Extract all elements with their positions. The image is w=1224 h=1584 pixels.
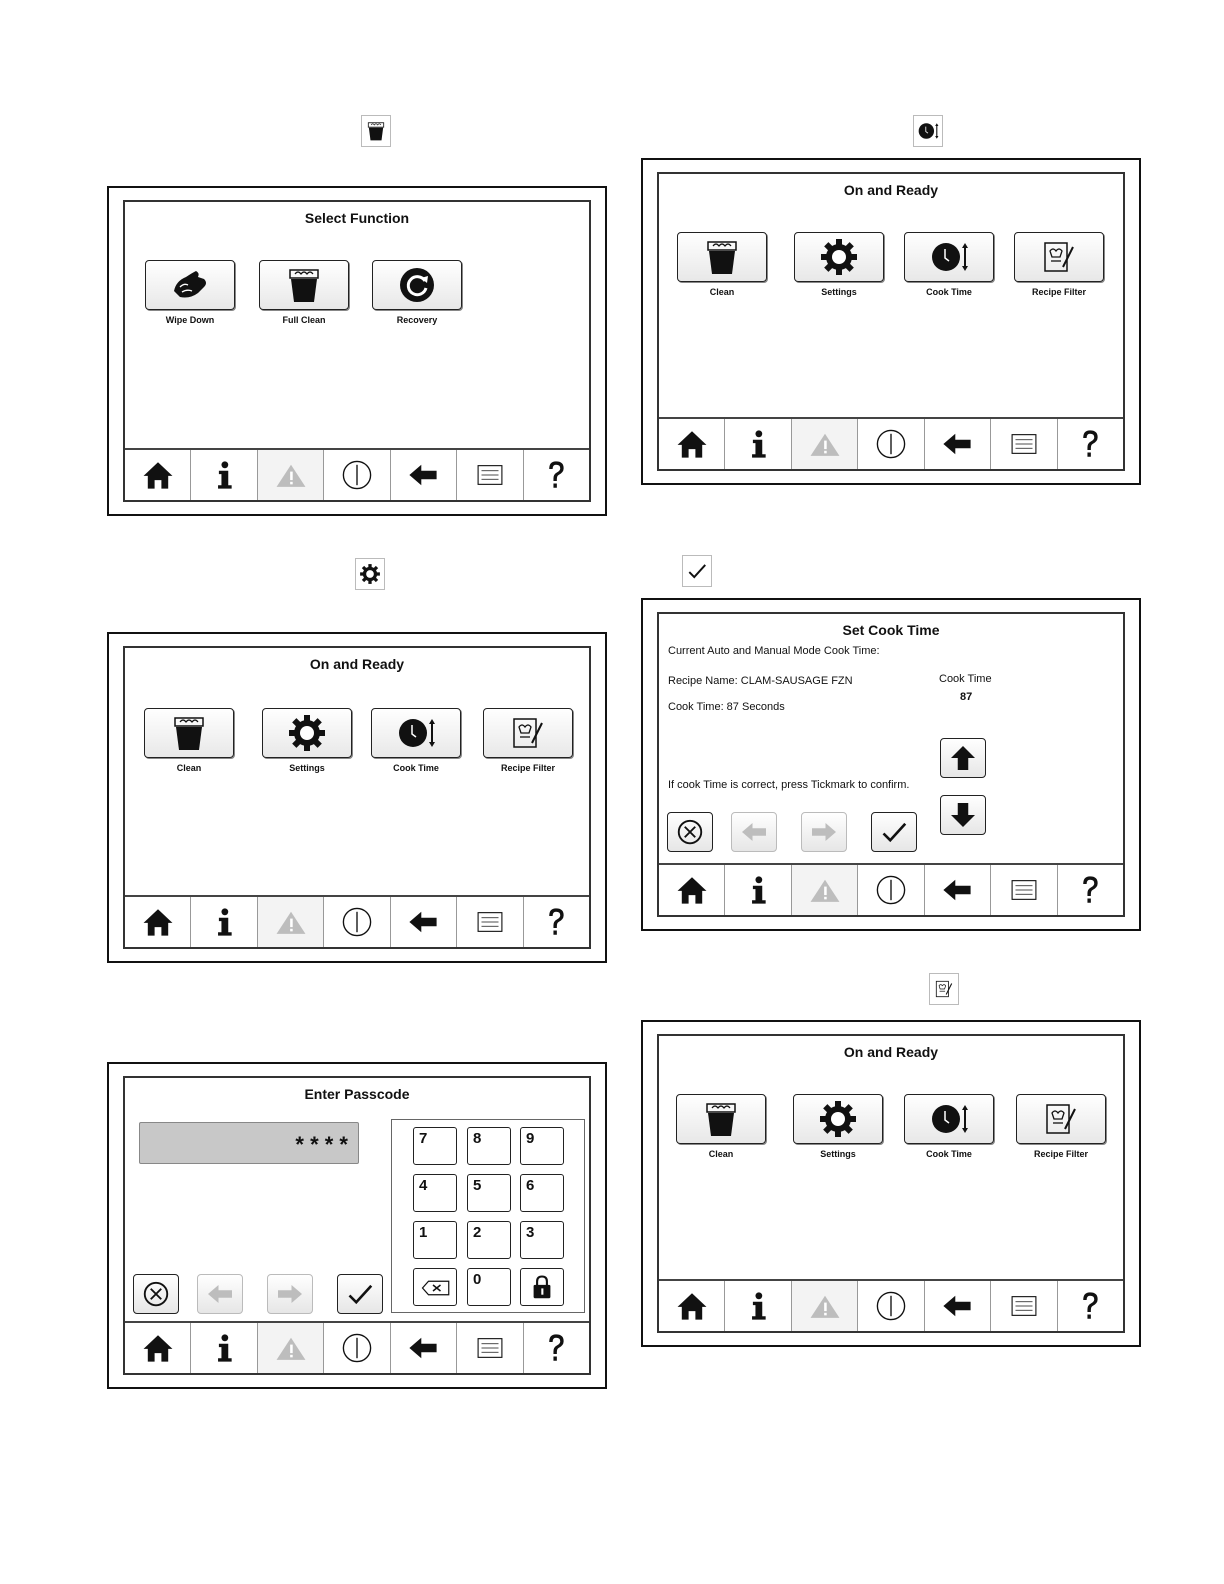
full-clean-button[interactable] — [259, 260, 349, 310]
arrow-right-icon — [275, 1279, 305, 1309]
gear-icon — [355, 558, 385, 590]
checkmark-icon — [879, 817, 909, 847]
recipe-filter-tile[interactable] — [1004, 232, 1114, 297]
menu-button[interactable] — [991, 865, 1057, 915]
power-button[interactable] — [324, 897, 390, 947]
bottom-nav-bar — [125, 448, 589, 500]
home-icon — [675, 427, 709, 461]
bucket-icon — [169, 713, 209, 753]
arrow-right-icon — [809, 817, 839, 847]
lock-key[interactable] — [520, 1268, 564, 1306]
recipe-name: Recipe Name: CLAM-SAUSAGE FZN — [668, 675, 853, 687]
backspace-key[interactable] — [413, 1268, 457, 1306]
alert-icon — [808, 427, 842, 461]
menu-button[interactable] — [457, 450, 523, 500]
tile-label: Recipe Filter — [500, 763, 556, 773]
key-7[interactable]: 7 — [413, 1127, 457, 1165]
on-ready-panel-3 — [641, 1020, 1141, 1347]
keypad — [391, 1119, 585, 1313]
select-function-screen — [123, 200, 591, 502]
back-button[interactable] — [391, 450, 457, 500]
settings-tile[interactable] — [252, 708, 362, 773]
help-icon — [1073, 427, 1107, 461]
power-icon — [874, 427, 908, 461]
settings-tile[interactable] — [784, 232, 894, 297]
menu-list-icon — [1007, 427, 1041, 461]
confirm-instruction: If cook Time is correct, press Tickmark to confirm. — [668, 779, 910, 791]
on-ready-panel-1 — [641, 158, 1141, 485]
back-arrow-icon — [940, 1289, 974, 1323]
enter-passcode-panel — [107, 1062, 607, 1389]
home-button[interactable] — [125, 897, 191, 947]
tile-label: Recovery — [396, 315, 438, 325]
cook-time-tile[interactable] — [894, 232, 1004, 297]
increase-button[interactable] — [940, 738, 986, 778]
tile-label: Cook Time — [393, 763, 439, 773]
menu-list-icon — [1007, 873, 1041, 907]
help-button[interactable] — [1058, 865, 1123, 915]
home-button[interactable] — [659, 1281, 725, 1331]
tile-label: Settings — [820, 1149, 856, 1159]
back-arrow-icon — [940, 873, 974, 907]
recipe-filter-button[interactable] — [1016, 1094, 1106, 1144]
clean-button[interactable] — [676, 1094, 766, 1144]
clean-tile[interactable] — [666, 1094, 776, 1159]
alert-button[interactable] — [792, 1281, 858, 1331]
settings-button[interactable] — [794, 232, 884, 282]
home-icon — [675, 873, 709, 907]
tile-label: Clean — [708, 1149, 734, 1159]
tile-label: Clean — [176, 763, 202, 773]
info-icon — [207, 458, 241, 492]
clean-button[interactable] — [144, 708, 234, 758]
cook-time-subtitle: Current Auto and Manual Mode Cook Time: — [668, 645, 880, 657]
back-arrow-icon — [406, 1331, 440, 1365]
select-function-panel — [107, 186, 607, 516]
alert-icon — [808, 873, 842, 907]
power-icon — [874, 873, 908, 907]
cook-time-tile[interactable] — [894, 1094, 1004, 1159]
info-button[interactable] — [191, 1323, 257, 1373]
screen-title: On and Ready — [843, 1044, 939, 1060]
home-button[interactable] — [659, 419, 725, 469]
arrow-down-icon — [948, 800, 978, 830]
home-icon — [141, 905, 175, 939]
help-button[interactable] — [1058, 419, 1123, 469]
bucket-icon — [702, 237, 742, 277]
power-icon — [340, 1331, 374, 1365]
power-button[interactable] — [324, 1323, 390, 1373]
tile-label: Settings — [289, 763, 325, 773]
alert-button[interactable] — [792, 865, 858, 915]
info-button[interactable] — [191, 897, 257, 947]
power-icon — [874, 1289, 908, 1323]
bottom-nav-bar — [659, 863, 1123, 915]
full-clean-tile[interactable] — [249, 260, 359, 325]
recipe-filter-tile[interactable] — [473, 708, 583, 773]
home-button[interactable] — [125, 450, 191, 500]
clock-icon — [913, 115, 943, 147]
home-button[interactable] — [125, 1323, 191, 1373]
help-icon — [539, 905, 573, 939]
settings-button[interactable] — [793, 1094, 883, 1144]
gear-icon — [287, 713, 327, 753]
alert-button[interactable] — [258, 897, 324, 947]
alert-button[interactable] — [792, 419, 858, 469]
info-icon — [741, 1289, 775, 1323]
back-button[interactable] — [391, 897, 457, 947]
power-button[interactable] — [858, 865, 924, 915]
recovery-icon — [397, 265, 437, 305]
decrease-button[interactable] — [940, 795, 986, 835]
back-button[interactable] — [925, 865, 991, 915]
key-4[interactable]: 4 — [413, 1174, 457, 1212]
on-ready-panel-2 — [107, 632, 607, 963]
arrow-left-icon — [205, 1279, 235, 1309]
key-5[interactable]: 5 — [467, 1174, 511, 1212]
menu-list-icon — [473, 1331, 507, 1365]
recipe-filter-icon — [508, 713, 548, 753]
info-button[interactable] — [725, 1281, 791, 1331]
previous-button[interactable] — [731, 812, 777, 852]
info-button[interactable] — [191, 450, 257, 500]
gear-icon — [819, 237, 859, 277]
key-3[interactable]: 3 — [520, 1221, 564, 1259]
cook-time-seconds: Cook Time: 87 Seconds — [668, 701, 785, 713]
menu-list-icon — [1007, 1289, 1041, 1323]
checkmark-icon — [345, 1279, 375, 1309]
power-icon — [340, 905, 374, 939]
power-button[interactable] — [324, 450, 390, 500]
bottom-nav-bar — [125, 895, 589, 947]
tile-label: Wipe Down — [165, 315, 215, 325]
cancel-button[interactable] — [667, 812, 713, 852]
key-0[interactable]: 0 — [467, 1268, 511, 1306]
alert-icon — [274, 458, 308, 492]
alert-button[interactable] — [258, 450, 324, 500]
clock-icon — [929, 1099, 969, 1139]
backspace-icon — [421, 1277, 451, 1299]
recovery-button[interactable] — [372, 260, 462, 310]
alert-button[interactable] — [258, 1323, 324, 1373]
confirm-button[interactable] — [337, 1274, 383, 1314]
cook-time-button[interactable] — [371, 708, 461, 758]
clock-icon — [929, 237, 969, 277]
enter-passcode-screen — [123, 1076, 591, 1375]
recipe-filter-icon — [929, 973, 959, 1005]
checkmark-icon — [682, 555, 712, 587]
recovery-tile[interactable] — [362, 260, 472, 325]
bucket-icon — [701, 1099, 741, 1139]
tile-label: Clean — [709, 287, 735, 297]
bottom-nav-bar — [125, 1321, 589, 1373]
recipe-filter-button[interactable] — [1014, 232, 1104, 282]
cancel-icon — [141, 1279, 171, 1309]
info-icon — [207, 905, 241, 939]
power-button[interactable] — [858, 419, 924, 469]
power-icon — [340, 458, 374, 492]
alert-icon — [808, 1289, 842, 1323]
key-8[interactable]: 8 — [467, 1127, 511, 1165]
help-icon — [1073, 873, 1107, 907]
home-icon — [141, 458, 175, 492]
back-arrow-icon — [406, 905, 440, 939]
wipe-down-tile[interactable] — [135, 260, 245, 325]
clean-tile[interactable] — [134, 708, 244, 773]
tile-label: Cook Time — [926, 287, 972, 297]
info-icon — [741, 427, 775, 461]
on-ready-screen — [123, 646, 591, 949]
info-button[interactable] — [725, 419, 791, 469]
recipe-filter-icon — [1041, 1099, 1081, 1139]
info-icon — [207, 1331, 241, 1365]
tile-label: Settings — [821, 287, 857, 297]
menu-button[interactable] — [991, 1281, 1057, 1331]
help-button[interactable] — [524, 897, 589, 947]
tile-label: Full Clean — [282, 315, 326, 325]
on-ready-screen — [657, 172, 1125, 471]
info-icon — [741, 873, 775, 907]
screen-title: On and Ready — [843, 182, 939, 198]
gear-icon — [818, 1099, 858, 1139]
arrow-left-icon — [739, 817, 769, 847]
key-9[interactable]: 9 — [520, 1127, 564, 1165]
recipe-filter-icon — [1039, 237, 1079, 277]
back-button[interactable] — [925, 419, 991, 469]
key-6[interactable]: 6 — [520, 1174, 564, 1212]
settings-tile[interactable] — [783, 1094, 893, 1159]
key-2[interactable]: 2 — [467, 1221, 511, 1259]
cook-time-button[interactable] — [904, 1094, 994, 1144]
on-ready-screen — [657, 1034, 1125, 1333]
tile-label: Cook Time — [926, 1149, 972, 1159]
info-button[interactable] — [725, 865, 791, 915]
menu-list-icon — [473, 458, 507, 492]
menu-button[interactable] — [457, 1323, 523, 1373]
back-arrow-icon — [406, 458, 440, 492]
help-icon — [1073, 1289, 1107, 1323]
alert-icon — [274, 905, 308, 939]
lock-icon — [528, 1273, 556, 1301]
cook-time-value: 87 — [960, 691, 973, 703]
cancel-icon — [675, 817, 705, 847]
home-icon — [141, 1331, 175, 1365]
screen-title: Set Cook Time — [842, 622, 940, 638]
help-button[interactable] — [524, 450, 589, 500]
power-button[interactable] — [858, 1281, 924, 1331]
next-button[interactable] — [267, 1274, 313, 1314]
settings-button[interactable] — [262, 708, 352, 758]
arrow-up-icon — [948, 743, 978, 773]
previous-button[interactable] — [197, 1274, 243, 1314]
set-cook-time-panel — [641, 598, 1141, 931]
cook-time-label: Cook Time — [939, 673, 992, 685]
confirm-button[interactable] — [871, 812, 917, 852]
screen-title: On and Ready — [309, 656, 405, 672]
alert-icon — [274, 1331, 308, 1365]
tile-label: Recipe Filter — [1033, 1149, 1089, 1159]
wipe-down-button[interactable] — [145, 260, 235, 310]
bucket-icon — [284, 265, 324, 305]
wipe-down-icon — [170, 265, 210, 305]
cancel-button[interactable] — [133, 1274, 179, 1314]
screen-title: Enter Passcode — [304, 1086, 410, 1102]
tile-label: Recipe Filter — [1031, 287, 1087, 297]
help-icon — [539, 1331, 573, 1365]
clean-button[interactable] — [677, 232, 767, 282]
menu-list-icon — [473, 905, 507, 939]
set-cook-time-screen — [657, 612, 1125, 917]
clean-tile[interactable] — [667, 232, 777, 297]
help-button[interactable] — [1058, 1281, 1123, 1331]
bottom-nav-bar — [659, 417, 1123, 469]
screen-title: Select Function — [304, 210, 410, 226]
bottom-nav-bar — [659, 1279, 1123, 1331]
cook-time-tile[interactable] — [361, 708, 471, 773]
next-button[interactable] — [801, 812, 847, 852]
back-arrow-icon — [940, 427, 974, 461]
key-1[interactable]: 1 — [413, 1221, 457, 1259]
back-button[interactable] — [925, 1281, 991, 1331]
back-button[interactable] — [391, 1323, 457, 1373]
menu-button[interactable] — [991, 419, 1057, 469]
recipe-filter-tile[interactable] — [1006, 1094, 1116, 1159]
passcode-field[interactable]: * * * * — [139, 1122, 359, 1164]
help-button[interactable] — [524, 1323, 589, 1373]
help-icon — [539, 458, 573, 492]
bucket-icon — [361, 115, 391, 147]
recipe-filter-button[interactable] — [483, 708, 573, 758]
cook-time-button[interactable] — [904, 232, 994, 282]
home-button[interactable] — [659, 865, 725, 915]
clock-icon — [396, 713, 436, 753]
home-icon — [675, 1289, 709, 1323]
menu-button[interactable] — [457, 897, 523, 947]
